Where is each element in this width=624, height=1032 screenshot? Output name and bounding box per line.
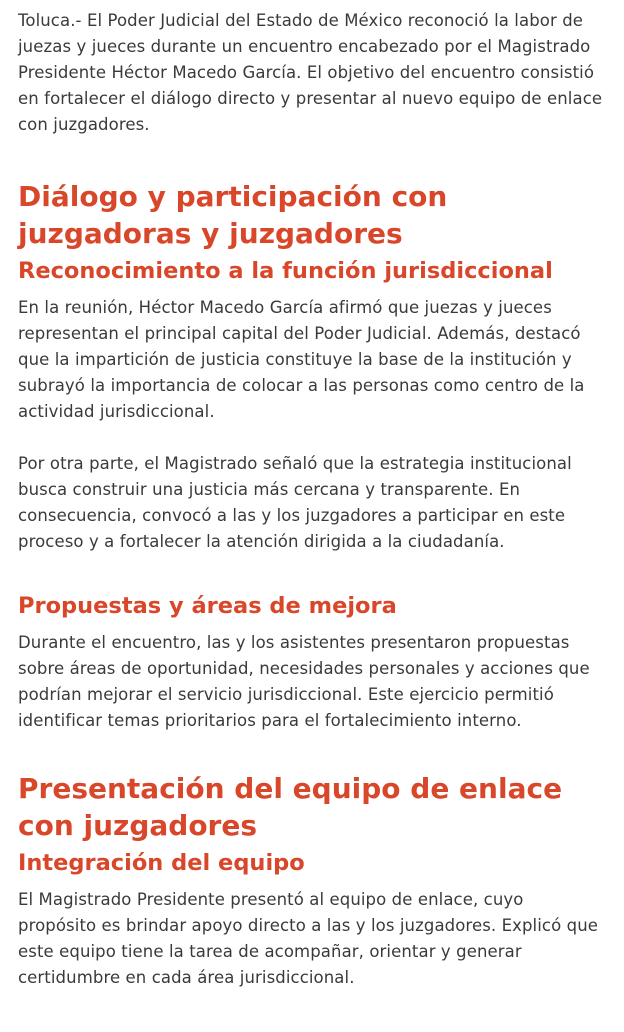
subsection-heading-propuestas: Propuestas y áreas de mejora <box>18 593 397 619</box>
paragraph-reconocimiento-2: Por otra parte, el Magistrado señaló que la estrategia institucional busca construir una justicia más cercana y transparente. En consecuencia, convocó a las y los juzgadores a participar en este proceso y a fortalecer la atención dirigida a la ciudadanía. <box>18 454 572 551</box>
subsection-heading-integracion: Integración del equipo <box>18 850 305 876</box>
paragraph-propuestas: Durante el encuentro, las y los asistentes presentaron propuestas sobre áreas de oportunidad, necesidades personales y acciones que podrían mejorar el servicio jurisdiccional. Este ejercicio permitió identificar temas prioritarios para el fortalecimiento interno. <box>18 633 590 730</box>
paragraph-reconocimiento-1: En la reunión, Héctor Macedo García afirmó que juezas y jueces representan el principal capital del Poder Judicial. Además, destacó que la impartición de justicia constituye la base de la institución y subrayó la importancia de colocar a las personas como centro de la actividad jurisdiccional. <box>18 298 585 421</box>
section-heading-dialogo: Diálogo y participación con juzgadoras y juzgadores <box>18 180 448 250</box>
article-body <box>0 8 624 991</box>
section-heading-presentacion: Presentación del equipo de enlace con juzgadores <box>18 772 563 842</box>
subsection-heading-reconocimiento: Reconocimiento a la función jurisdiccional <box>18 258 553 284</box>
intro-paragraph: Toluca.- El Poder Judicial del Estado de México reconoció la labor de juezas y jueces durante un encuentro encabezado por el Magistrado Presidente Héctor Macedo García. El objetivo del encuentro consistió en fortalecer el diálogo directo y presentar al nuevo equipo de enlace con juzgadores. <box>18 11 603 134</box>
paragraph-integracion: El Magistrado Presidente presentó al equipo de enlace, cuyo propósito es brindar apoyo directo a las y los juzgadores. Explicó que este equipo tiene la tarea de acompañar, orientar y generar certidumbre en cada área jurisdiccional. <box>18 890 599 987</box>
